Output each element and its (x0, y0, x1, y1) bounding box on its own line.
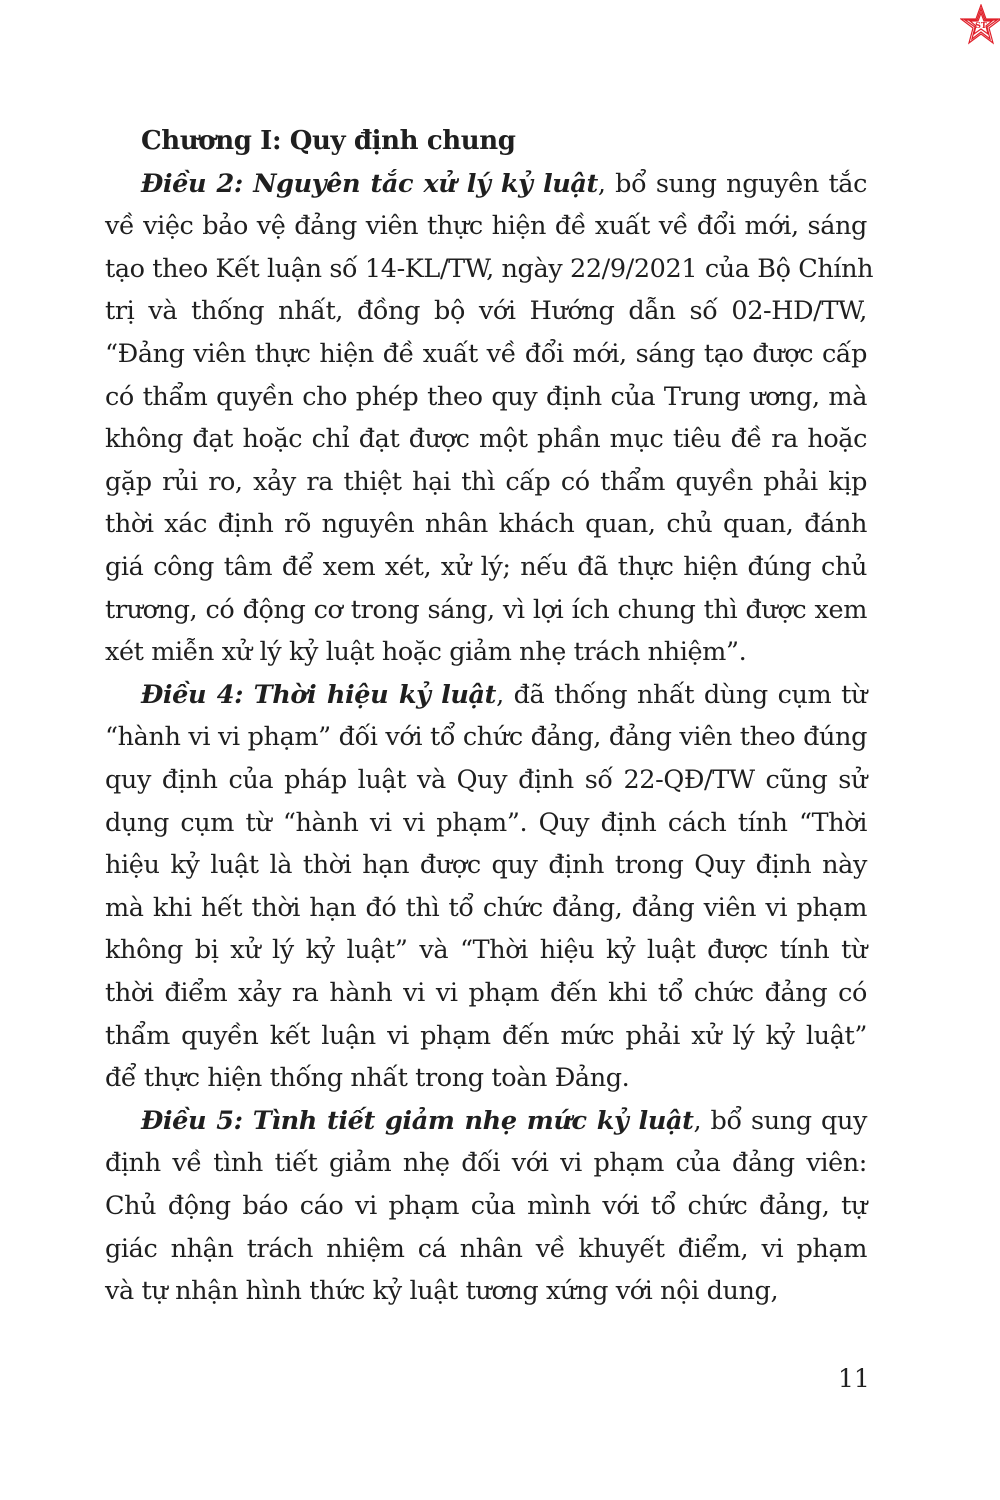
text-line: hiệu kỷ luật là thời hạn được quy định trong Quy định này (105, 850, 867, 881)
text-line: để thực hiện thống nhất trong toàn Đảng. (105, 1063, 630, 1094)
text-line: không bị xử lý kỷ luật” và “Thời hiệu kỷ luật được tính từ (105, 935, 867, 966)
text-line: thời xác định rõ nguyên nhân khách quan, chủ quan, đánh (105, 509, 867, 540)
text-line: trị và thống nhất, đồng bộ với Hướng dẫn số 02-HD/TW, (105, 296, 867, 327)
article-text: , đã thống nhất dùng cụm từ (496, 679, 867, 710)
text-line: dụng cụm từ “hành vi vi phạm”. Quy định cách tính “Thời (105, 807, 867, 838)
article-text: , bổ sung quy (693, 1105, 867, 1136)
text-line: xét miễn xử lý kỷ luật hoặc giảm nhẹ trách nhiệm”. (105, 637, 747, 668)
article-title: Điều 5: Tình tiết giảm nhẹ mức kỷ luật (141, 1105, 694, 1136)
text-line: và tự nhận hình thức kỷ luật tương xứng với nội dung, (105, 1276, 779, 1307)
text-line: trương, có động cơ trong sáng, vì lợi ích chung thì được xem (105, 594, 867, 625)
article-first-line (105, 674, 867, 716)
page-number: 11 (838, 1364, 870, 1393)
text-line: tạo theo Kết luận số 14-KL/TW, ngày 22/9/2021 của Bộ Chính (105, 253, 874, 284)
text-line: giá công tâm để xem xét, xử lý; nếu đã thực hiện đúng chủ (105, 552, 867, 582)
text-line: “Đảng viên thực hiện đề xuất về đổi mới, sáng tạo được cấp (105, 339, 867, 369)
svg-text:ST: ST (975, 20, 987, 30)
text-line: gặp rủi ro, xảy ra thiệt hại thì cấp có thẩm quyền phải kịp (105, 466, 867, 497)
text-line: có thẩm quyền cho phép theo quy định của Trung ương, mà (105, 381, 867, 412)
article-text: , bổ sung nguyên tắc (597, 168, 867, 199)
article-title: Điều 4: Thời hiệu kỷ luật (141, 679, 497, 710)
chapter-heading: Chương I: Quy định chung (141, 126, 516, 156)
text-line: Chủ động báo cáo vi phạm của mình với tổ chức đảng, tự (105, 1191, 867, 1221)
text-line: về việc bảo vệ đảng viên thực hiện đề xuất về đổi mới, sáng (105, 211, 867, 242)
article-first-line (105, 163, 867, 205)
text-line: không đạt hoặc chỉ đạt được một phần mục tiêu đề ra hoặc (105, 424, 867, 455)
text-line: định về tình tiết giảm nhẹ đối với vi phạm của đảng viên: (105, 1148, 867, 1179)
text-line: “hành vi vi phạm” đối với tổ chức đảng, đảng viên theo đúng (105, 722, 867, 753)
text-line: mà khi hết thời hạn đó thì tổ chức đảng, đảng viên vi phạm (105, 892, 867, 923)
article-first-line (105, 1100, 867, 1142)
article-title: Điều 2: Nguyên tắc xử lý kỷ luật (141, 168, 598, 199)
text-line: thẩm quyền kết luận vi phạm đến mức phải xử lý kỷ luật” (105, 1020, 867, 1051)
text-line: thời điểm xảy ra hành vi vi phạm đến khi tổ chức đảng có (105, 978, 867, 1008)
star-logo-icon (960, 4, 1000, 46)
text-line: quy định của pháp luật và Quy định số 22-QĐ/TW cũng sử (105, 765, 867, 795)
text-line: giác nhận trách nhiệm cá nhân về khuyết điểm, vi phạm (105, 1233, 867, 1264)
